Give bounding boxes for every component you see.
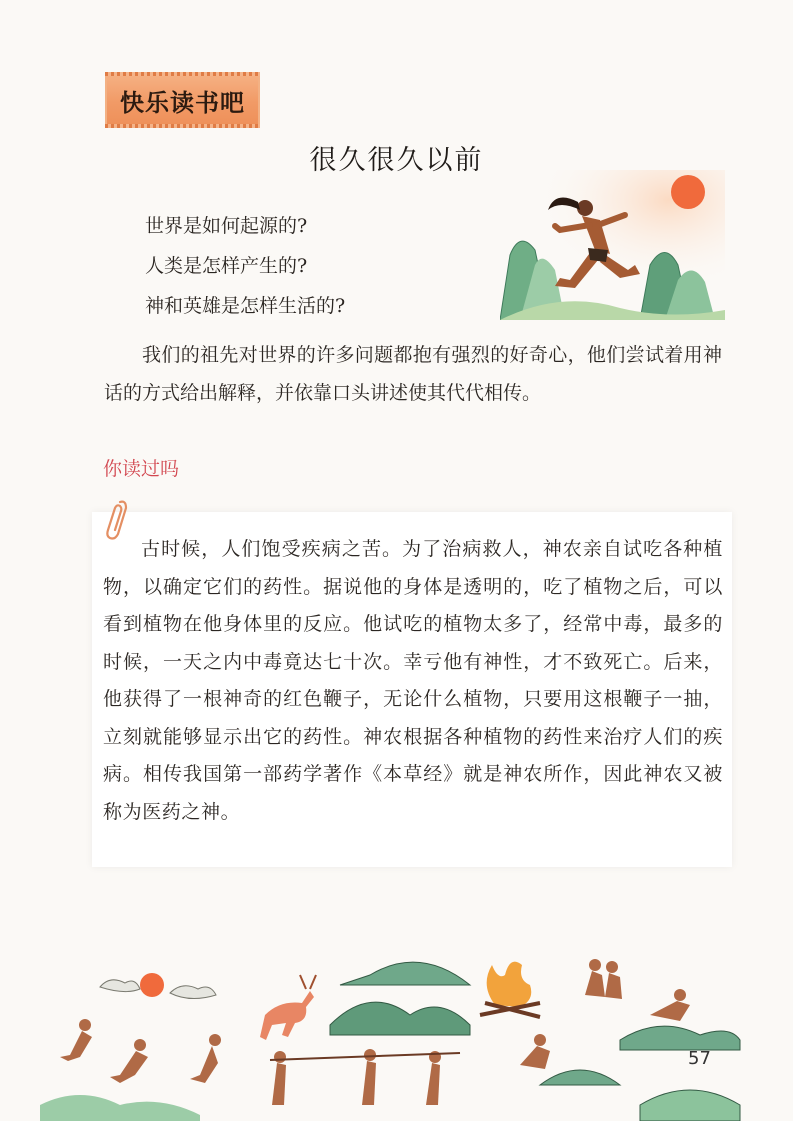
question-3: 神和英雄是怎样生活的? <box>145 295 346 317</box>
intro-paragraph: 我们的祖先对世界的许多问题都抱有强烈的好奇心，他们尝试着用神话的方式给出解释，并依靠口头讲述使其代代相传。 <box>104 344 722 404</box>
question-1: 世界是如何起源的? <box>145 215 308 237</box>
bonfire-icon <box>480 962 540 1017</box>
sun-icon <box>140 973 164 997</box>
bottom-mural-illustration <box>40 945 793 1121</box>
section-badge <box>105 72 260 128</box>
question-2: 人类是怎样产生的? <box>145 255 308 277</box>
story-paragraph: 古时候，人们饱受疾病之苦。为了治病救人，神农亲自试吃各种植物，以确定它们的药性。据说他的身体是透明的，吃了植物之后，可以看到植物在他身体里的反应。他试吃的植物太多了，经常中毒，最多的时候，一天之内中毒竟达七十次。幸亏他有神性，才不致死亡。后来，他获得了一根神奇的红色鞭子，无论什么植物，只要用这根鞭子一抽，立刻就能够显示出它的药性。神农根据各种植物的药性来治疗人们的疾病。相传我国第一部药学著作《本草经》就是神农所作，因此神农又被称为医药之神。 <box>103 538 723 823</box>
page-title: 很久很久以前 <box>309 145 484 176</box>
cloud-icon <box>100 980 140 992</box>
hero-illustration <box>500 170 725 320</box>
cloud-icon <box>170 986 216 999</box>
sub-heading: 你读过吗 <box>103 458 180 480</box>
page-number: 57 <box>688 1048 711 1069</box>
sun-icon <box>671 175 705 209</box>
section-badge-label: 快乐读书吧 <box>120 88 245 117</box>
deer-icon <box>260 975 316 1040</box>
